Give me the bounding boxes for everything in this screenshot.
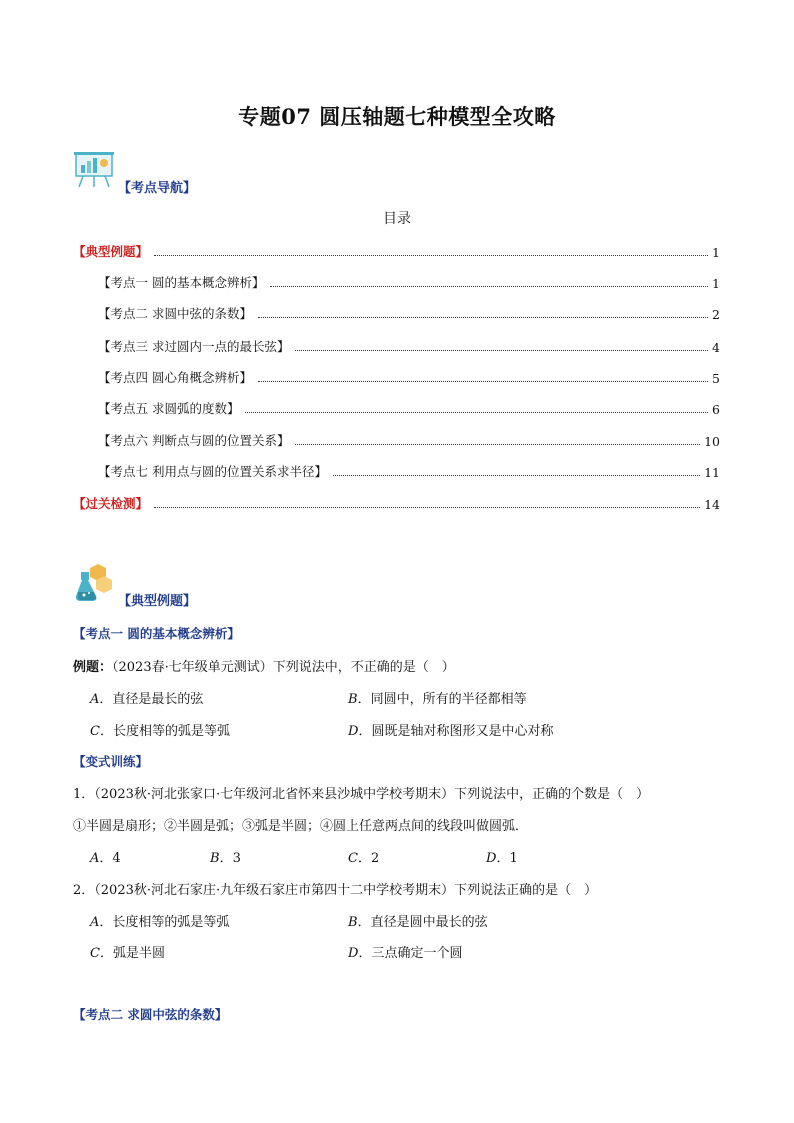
option-letter: C bbox=[348, 851, 358, 866]
option-letter: D bbox=[348, 946, 359, 961]
option-letter: C bbox=[90, 946, 100, 961]
lab-flask-icon bbox=[72, 562, 116, 604]
q2-option-a[interactable] bbox=[90, 911, 229, 930]
option-letter: D bbox=[348, 724, 359, 739]
toc-leader bbox=[295, 349, 708, 351]
q1-option-d[interactable] bbox=[486, 847, 518, 866]
examples-header: 【典型例题】 bbox=[118, 594, 197, 609]
toc-item-page: 5 bbox=[712, 371, 720, 386]
example-question bbox=[73, 656, 455, 675]
option-letter: B bbox=[348, 692, 358, 707]
option-letter: D bbox=[486, 851, 497, 866]
toc-leader bbox=[258, 380, 708, 382]
toc-item-label: 【考点五 求圆弧的度数】 bbox=[98, 401, 240, 416]
question-2-stem: 2．（2023秋·河北石家庄·九年级石家庄市第四十二中学校考期末）下列说法正确的是（ ） bbox=[73, 883, 598, 898]
toc-item[interactable] bbox=[98, 271, 720, 291]
toc-item-label: 【考点一 圆的基本概念辨析】 bbox=[98, 275, 265, 290]
q2-option-c[interactable] bbox=[90, 942, 165, 961]
toc-item[interactable] bbox=[73, 492, 720, 512]
option-text: ．3 bbox=[219, 851, 241, 866]
toc-item[interactable] bbox=[98, 302, 720, 322]
nav-header: 【考点导航】 bbox=[118, 181, 197, 196]
toc-item[interactable] bbox=[98, 366, 720, 386]
question-1-statements: ①半圆是扇形；②半圆是弧；③弧是半圆；④圆上任意两点间的线段叫做圆弧． bbox=[73, 819, 529, 834]
option-text: ．长度相等的弧是等弧 bbox=[99, 724, 230, 739]
toc-leader bbox=[295, 443, 700, 445]
option-text: ．弧是半圆 bbox=[99, 946, 165, 961]
option-d[interactable] bbox=[348, 720, 553, 739]
toc-item-page: 1 bbox=[712, 276, 720, 291]
presentation-board-icon bbox=[73, 150, 117, 190]
option-text: ．4 bbox=[99, 851, 121, 866]
q1-option-b[interactable] bbox=[210, 847, 241, 866]
option-text: ．直径是圆中最长的弦 bbox=[357, 915, 488, 930]
option-text: ．直径是最长的弦 bbox=[99, 692, 204, 707]
toc-leader bbox=[154, 254, 708, 256]
toc-item[interactable] bbox=[98, 429, 720, 449]
q2-option-b[interactable] bbox=[348, 911, 488, 930]
toc-item-page: 11 bbox=[704, 465, 720, 480]
toc-item-label: 【考点七 利用点与圆的位置关系求半径】 bbox=[98, 464, 327, 479]
toc-leader bbox=[333, 474, 700, 476]
toc-leader bbox=[154, 506, 700, 508]
toc-item-page: 6 bbox=[712, 402, 720, 417]
toc-item[interactable] bbox=[98, 335, 720, 355]
toc-item-page: 10 bbox=[704, 434, 720, 449]
example-text: （2023春·七年级单元测试）下列说法中，不正确的是（ ） bbox=[112, 660, 455, 675]
kaodian-1-title: 【考点一 圆的基本概念辨析】 bbox=[73, 626, 240, 641]
option-letter: A bbox=[90, 692, 100, 707]
option-text: ．2 bbox=[357, 851, 380, 866]
option-text: ．圆既是轴对称图形又是中心对称 bbox=[358, 724, 554, 739]
option-letter: B bbox=[348, 915, 358, 930]
toc-leader bbox=[245, 411, 708, 413]
kaodian-2-title: 【考点二 求圆中弦的条数】 bbox=[73, 1007, 228, 1022]
toc-item[interactable] bbox=[98, 397, 720, 417]
option-letter: A bbox=[90, 915, 100, 930]
toc-leader bbox=[258, 316, 708, 318]
toc-item-page: 4 bbox=[712, 340, 720, 355]
toc-leader bbox=[270, 285, 708, 287]
toc-item-page: 1 bbox=[712, 245, 720, 260]
q2-option-d[interactable] bbox=[348, 942, 462, 961]
example-label: 例题： bbox=[73, 660, 113, 675]
option-a[interactable] bbox=[90, 688, 203, 707]
toc-item-label: 【考点三 求过圆内一点的最长弦】 bbox=[98, 339, 290, 354]
toc-item-page: 2 bbox=[712, 307, 720, 322]
toc-item-label: 【考点六 判断点与圆的位置关系】 bbox=[98, 433, 290, 448]
option-letter: B bbox=[210, 851, 220, 866]
option-text: ．长度相等的弧是等弧 bbox=[99, 915, 230, 930]
option-letter: C bbox=[90, 724, 100, 739]
q1-option-a[interactable] bbox=[90, 847, 121, 866]
page-title: 专题07 圆压轴题七种模型全攻略 bbox=[238, 104, 556, 129]
question-1-stem: 1．（2023秋·河北张家口·七年级河北省怀来县沙城中学校考期末）下列说法中，正确的个数是（ ） bbox=[73, 787, 650, 802]
option-text: ．1 bbox=[496, 851, 518, 866]
toc-item[interactable] bbox=[98, 460, 720, 480]
toc-heading: 目录 bbox=[383, 211, 411, 227]
q1-option-c[interactable] bbox=[348, 847, 379, 866]
option-c[interactable] bbox=[90, 720, 230, 739]
practice-title: 【变式训练】 bbox=[73, 754, 149, 769]
option-b[interactable] bbox=[348, 688, 527, 707]
option-text: ．三点确定一个圆 bbox=[358, 946, 463, 961]
toc-item-label: 【过关检测】 bbox=[73, 496, 149, 511]
toc-item-label: 【考点二 求圆中弦的条数】 bbox=[98, 306, 252, 321]
option-text: ．同圆中，所有的半径都相等 bbox=[357, 692, 527, 707]
toc-item[interactable] bbox=[73, 240, 720, 260]
toc-item-label: 【考点四 圆心角概念辨析】 bbox=[98, 370, 252, 385]
option-letter: A bbox=[90, 851, 100, 866]
toc-item-page: 14 bbox=[704, 497, 720, 512]
toc-item-label: 【典型例题】 bbox=[73, 244, 149, 259]
